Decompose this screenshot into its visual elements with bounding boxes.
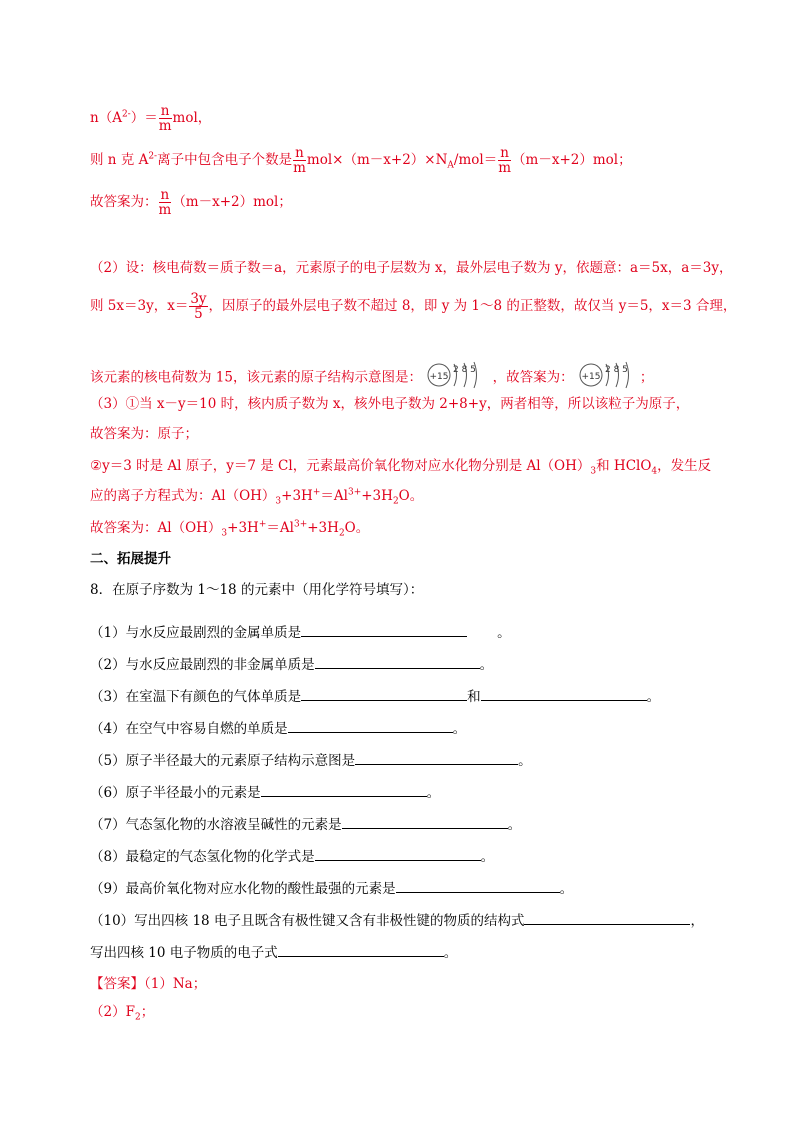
answer-blank[interactable]	[396, 878, 560, 893]
section-heading: 二、拓展提升	[90, 551, 171, 567]
question-item-3: （3）在室温下有颜色的气体单质是 和 。	[90, 686, 660, 707]
question-item-2: （2）与水反应最剧烈的非金属单质是 。	[90, 654, 493, 675]
question-item-10: （10）写出四核 18 电子且既含有极性键又含有非极性键的物质的结构式 ，	[90, 910, 704, 931]
fraction: $\frac{n}{m}$	[158, 103, 172, 134]
svg-text:+15: +15	[429, 372, 449, 382]
answer-blank[interactable]	[355, 750, 518, 765]
answer-blank[interactable]	[342, 814, 508, 829]
answer-blank[interactable]	[524, 910, 690, 925]
solution-answer-equation: 故答案为：$Al(OH)_3+3H^+=Al^{3+}+3H_2O$。	[90, 519, 370, 539]
solution-part-3-answer: 故答案为：原子；	[90, 426, 198, 442]
answer-blank[interactable]	[481, 686, 647, 701]
question-item-1: （1）与水反应最剧烈的金属单质是 。	[90, 622, 511, 643]
atom-structure-diagram-answer	[578, 358, 640, 398]
answer-blank[interactable]	[278, 942, 444, 957]
answer-line-1: 【答案】（1）Na；	[90, 976, 207, 992]
solution-line-electrons: 则 n 克 $A^{2-}$离子中包含电子个数是 $\frac{n}{m}$ $mol\times(m-x+2)\times N_A/mol=$ $\frac{n}{m}$ （m－x+2）mol；	[90, 145, 632, 176]
question-item-9: （9）最高价氧化物对应水化物的酸性最强的元素是 。	[90, 878, 573, 899]
solution-part-3-2: ②y＝3 时是 Al 原子，y＝7 是 Cl，元素最高价氧化物对应水化物分别是 $Al(OH)_3$和 HClO$_4$，发生反	[90, 458, 712, 477]
question-item-5: （5）原子半径最大的元素原子结构示意图是 。	[90, 750, 532, 771]
solution-part-2-calc: 则 5x＝3y，x＝ $\frac{3y}{5}$ ，因原子的最外层电子数不超过 8，即 y 为 1～8 的正整数，故仅当 y＝5，x＝3 合理，	[90, 291, 737, 322]
answer-blank[interactable]	[315, 654, 480, 669]
question-item-4: （4）在空气中容易自燃的单质是 。	[90, 718, 466, 739]
answer-blank[interactable]	[301, 622, 467, 637]
question-item-8: （8）最稳定的气态氢化物的化学式是 。	[90, 846, 494, 867]
svg-text:+15: +15	[581, 372, 601, 382]
solution-line-n-A: $n(A^{2-})=$ $\frac{n}{m}$ mol，	[90, 103, 212, 134]
question-item-6: （6）原子半径最小的元素是 。	[90, 782, 440, 803]
answer-blank[interactable]	[315, 846, 481, 861]
answer-blank[interactable]	[261, 782, 427, 797]
solution-part-3: （3）①当 x－y＝10 时，核内质子数为 x，核外电子数为 2+8+y，两者相等，所以该粒子为原子，	[90, 396, 690, 412]
question-item-7: （7）气态氢化物的水溶液呈碱性的元素是 。	[90, 814, 521, 835]
answer-line-2: $(2)F_2$；	[90, 1004, 155, 1023]
svg-text:2 8 5: 2 8 5	[604, 365, 628, 375]
svg-text:2 8 5: 2 8 5	[453, 365, 477, 375]
solution-ionic-equation: 应的离子方程式为：$Al(OH)_3+3H^+=Al^{3+}+3H_2O$。	[90, 487, 424, 507]
answer-blank[interactable]	[288, 718, 453, 733]
question-8: 8．在原子序数为 1～18 的元素中（用化学符号填写）：	[90, 582, 424, 598]
solution-answer-1: 故答案为： $\frac{n}{m}$ （m－x+2）mol；	[90, 187, 292, 218]
atom-structure-diagram	[426, 358, 488, 398]
question-item-11: 写出四核 10 电子物质的电子式 。	[90, 942, 457, 963]
solution-part-2-structure: 该元素的核电荷数为 15，该元素的原子结构示意图是： +15 2 8 5 ，故答案为： +15 2 8 5 ；	[90, 358, 653, 398]
solution-part-2: （2）设：核电荷数＝质子数＝a，元素原子的电子层数为 x，最外层电子数为 y，依题意：a＝5x，a＝3y，	[90, 260, 733, 276]
answer-blank[interactable]	[301, 686, 467, 701]
